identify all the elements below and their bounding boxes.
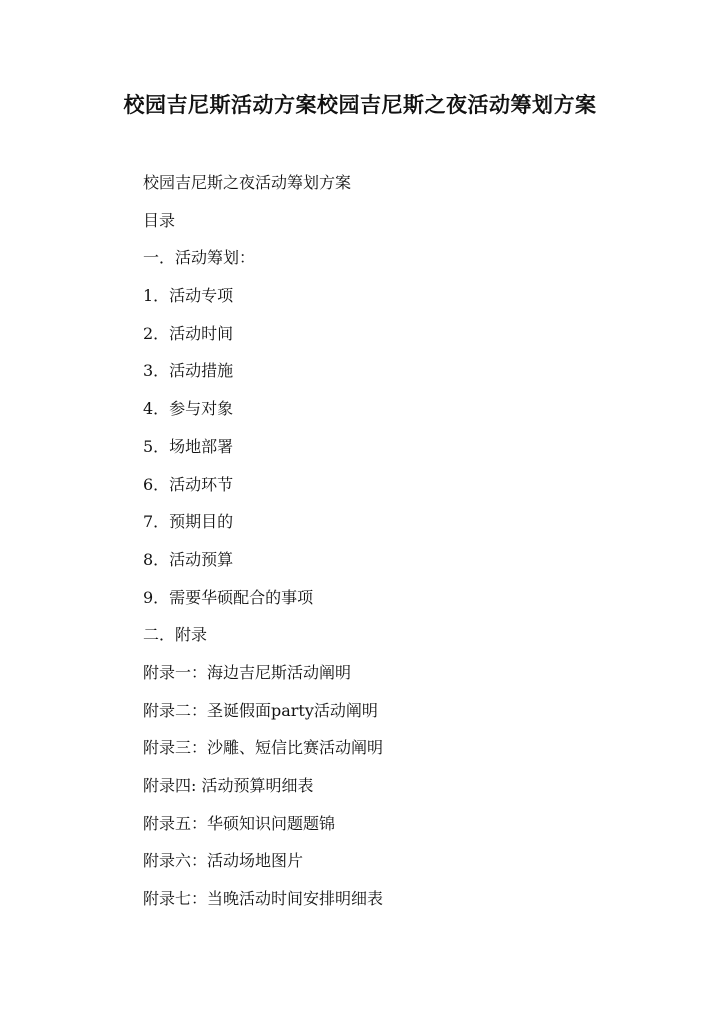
toc-item: 3．活动措施	[143, 361, 234, 381]
section-heading-1: 一．活动筹划：	[143, 248, 256, 268]
toc-item: 2．活动时间	[143, 323, 234, 343]
appendix-item: 附录三：沙雕、短信比赛活动阐明	[143, 738, 384, 758]
toc-heading: 目录	[143, 210, 176, 230]
section-heading-2: 二．附录	[143, 625, 208, 645]
toc-item: 9．需要华硕配合的事项	[143, 587, 314, 607]
toc-item: 8．活动预算	[143, 549, 234, 569]
toc-item: 7．预期目的	[143, 512, 234, 532]
document-body	[143, 164, 663, 918]
toc-item: 4．参与对象	[143, 399, 234, 419]
appendix-item: 附录七：当晚活动时间安排明细表	[143, 889, 384, 909]
toc-item: 6．活动环节	[143, 474, 234, 494]
document-title: 校园吉尼斯活动方案校园吉尼斯之夜活动筹划方案	[123, 92, 597, 117]
toc-item: 1．活动专项	[143, 286, 234, 306]
appendix-item: 附录六：活动场地图片	[143, 851, 304, 871]
appendix-item: 附录五：华硕知识问题题锦	[143, 813, 336, 833]
subtitle-line: 校园吉尼斯之夜活动筹划方案	[143, 173, 352, 192]
appendix-item: 附录二：圣诞假面party活动阐明	[143, 700, 378, 720]
appendix-item: 附录四: 活动预算明细表	[143, 776, 314, 795]
appendix-item: 附录一：海边吉尼斯活动阐明	[143, 662, 352, 682]
toc-item: 5．场地部署	[143, 436, 234, 456]
